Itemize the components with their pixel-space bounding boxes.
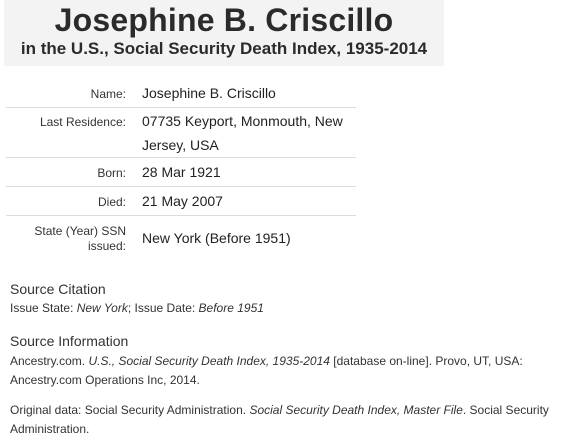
fact-label-line: State (Year) SSN [34,224,126,238]
source-info-line [10,352,572,371]
fact-value-line: 07735 Keyport, Monmouth, New [142,113,343,129]
issue-state-value: New York [76,301,128,315]
fact-label: Born: [97,166,126,180]
issue-date-label: ; Issue Date: [127,301,199,315]
source-information-heading: Source Information [10,333,129,349]
fact-row-last-residence [6,108,356,158]
fact-label: Last Residence: [39,115,126,129]
source-citation-heading: Source Citation [10,281,106,297]
original-title: Social Security Death Index, Master File [249,403,463,417]
issue-date-value: Before 1951 [198,301,264,315]
original-data-line [10,401,572,420]
original-prefix: Original data: Social Security Administration. [10,403,250,417]
source-citation-text [10,299,572,318]
original-data-line: Administration. [10,422,90,436]
source-information-text [10,352,572,390]
record-title-box [4,0,444,66]
facts-table [6,78,356,258]
source-info-line: Ancestry.com Operations Inc, 2014. [10,373,200,387]
original-suffix: . Social Security [462,403,549,417]
fact-row-ssn-issued [6,216,356,258]
person-name-title: Josephine B. Criscillo [54,2,394,38]
collection-subtitle: in the U.S., Social Security Death Index, 1935-2014 [20,39,428,58]
fact-label: Name: [90,87,126,101]
fact-label [8,224,126,254]
fact-value [142,109,356,157]
fact-value-line: Jersey, USA [142,137,219,153]
issue-state-label: Issue State: [10,301,77,315]
fact-value: 28 Mar 1921 [142,164,221,180]
database-title: U.S., Social Security Death Index, 1935-2014 [88,354,330,368]
fact-value: Josephine B. Criscillo [142,85,276,101]
fact-row-died [6,187,356,216]
fact-label: Died: [97,195,126,209]
fact-value: 21 May 2007 [142,193,223,209]
original-data-text [10,401,572,439]
fact-row-name [6,78,356,108]
fact-row-born [6,158,356,187]
database-suffix: [database on-line]. Provo, UT, USA: [329,354,523,368]
fact-label-line: issued: [87,239,126,253]
publisher-prefix: Ancestry.com. [10,354,89,368]
fact-value: New York (Before 1951) [142,230,291,246]
